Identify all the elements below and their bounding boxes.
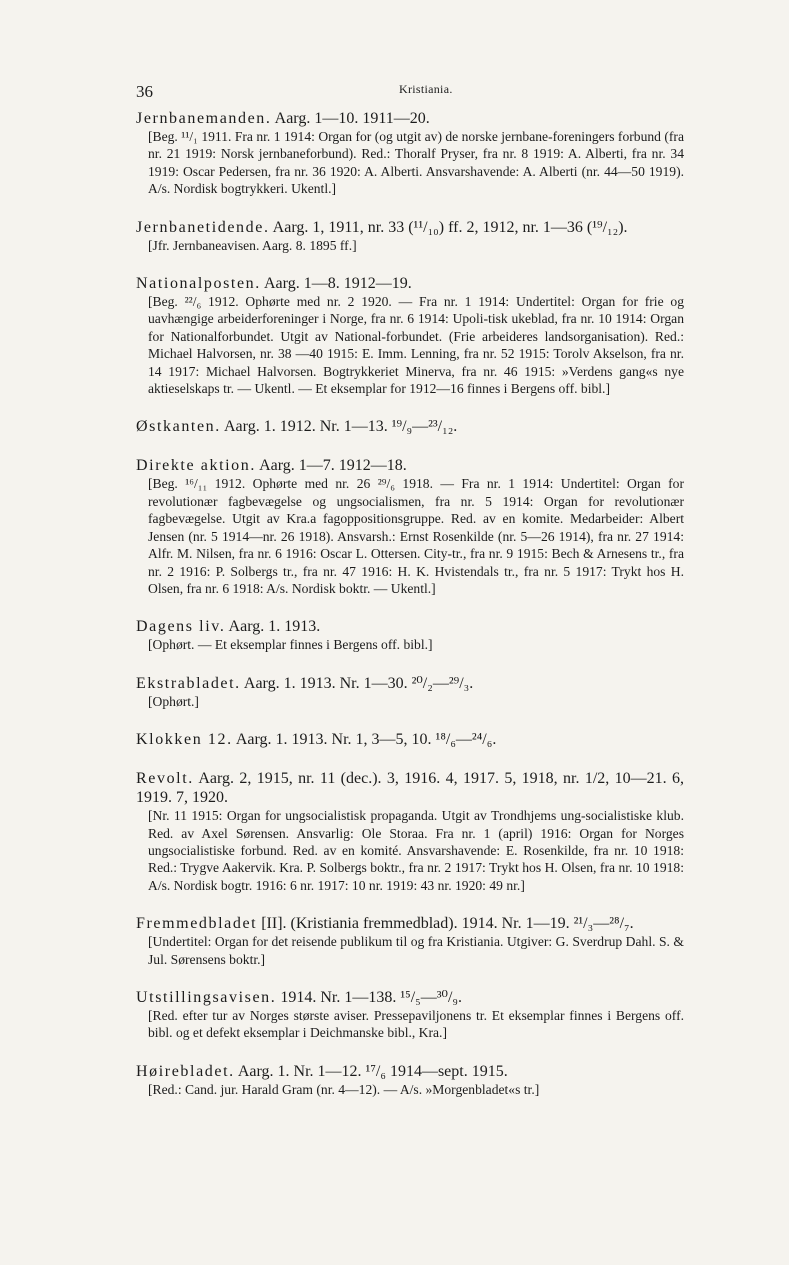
entry-holdings: Aarg. 1. 1913. Nr. 1—30. ²⁰/₂—²⁹/₃. — [240, 674, 474, 692]
entry-note: [Nr. 11 1915: Organ for ungsocialistisk propaganda. Utgit av Trondhjems ung-socialistiske klub. Red. av Axel Sørensen. Ansvarlig: Ole Storaa. Fra nr. 1 (april) 1916: Organ for Norges ungsocialistiske forbund. Red. av en komité. Ansvarshavende: E. Rosenkilde, fra nr. 10 1918: Red.: Trygve Aakervik. Kra. P. Solbergs boktr., fra nr. 2 1917: Trykt hos H. Olsen, fra nr. 10 1918: A/s. Nordisk bogtr. 1916: 6 nr. 1917: 10 nr. 1919: 43 nr. 1920: 49 nr.] — [148, 808, 684, 893]
running-title: Kristiania. — [399, 82, 453, 96]
entry-heading — [136, 988, 684, 1007]
entry-nationalposten — [136, 274, 684, 397]
entry-heading — [136, 914, 684, 933]
entry-heading — [136, 109, 684, 128]
entry-holdings: Aarg. 1—8. 1912—19. — [260, 275, 412, 293]
entry-holdings: [II]. (Kristiania fremmedblad). 1914. Nr. 1—19. ²¹/₃—²⁸/₇. — [257, 915, 634, 933]
entry-note: [Beg. ¹⁶/₁₁ 1912. Ophørte med nr. 26 ²⁹/₆ 1918. — Fra nr. 1 1914: Undertitel: Organ for revolutionær fagbevægelse og ungsocialismen, fra nr. 5 1914: Organ for revolutionær fagbevægelse. Utgit av Kra.a fagoppositionsgruppe. Red. av en komite. Medarbeider: Albert Jensen (nr. 5 1914—nr. 26 1918). Ansvarsh.: Ernst Rosenkilde (nr. 5—26 1914), fra nr. 27 1914: Alfr. M. Nilsen, fra nr. 6 1916: Oscar L. Ottersen. City-tr., fra nr. 9 1915: Bech & Arnesens tr., fra nr. 2 1916: P. Solbergs tr., fra nr. 47 1916: H. K. Hvistendals tr., fra nr. 5 1917: Trykt hos H. Olsen, fra nr. 6 1918: A/s. Nordisk boktr. — Ukentl.] — [148, 476, 684, 596]
entry-title: Ekstrabladet. — [136, 674, 241, 692]
entry-holdings: Aarg. 1. 1912. Nr. 1—13. ¹⁹/₉—²³/₁₂. — [220, 418, 458, 436]
page-number: 36 — [136, 82, 153, 101]
entry-holdings: Aarg. 1. Nr. 1—12. ¹⁷/₆ 1914—sept. 1915. — [234, 1062, 508, 1080]
entry-ostkanten — [136, 417, 684, 436]
entry-klokken-12 — [136, 730, 684, 749]
catalog-entries — [136, 109, 684, 1118]
entry-heading — [136, 456, 684, 475]
entry-heading — [136, 617, 684, 636]
entry-holdings: 1914. Nr. 1—138. ¹⁵/₅—³⁰/₉. — [276, 988, 462, 1006]
entry-title: Østkanten. — [136, 418, 221, 436]
entry-title: Revolt. — [136, 770, 194, 788]
entry-heading — [136, 769, 684, 807]
entry-fremmedbladet — [136, 914, 684, 968]
entry-note: [Beg. ¹¹/₁ 1911. Fra nr. 1 1914: Organ for (og utgit av) de norske jernbane-foreningers forbund (fra nr. 21 1919: Norsk jernbaneforbund). Red.: Thoralf Pryser, fra nr. 8 1919: A. Alberti, fra nr. 34 1919: Oscar Pedersen, fra nr. 36 1920: A. Alberti. Ansvarshavende: A. Alberti (nr. 44—50 1919). A/s. Nordisk bogtrykkeri. Ukentl.] — [148, 129, 684, 197]
entry-heading — [136, 1062, 684, 1081]
entry-heading — [136, 218, 684, 237]
entry-jernbanetidende — [136, 218, 684, 254]
entry-heading — [136, 274, 684, 293]
entry-holdings: Aarg. 1—10. 1911—20. — [271, 110, 430, 127]
entry-hoirebladet — [136, 1062, 684, 1098]
entry-holdings: Aarg. 1. 1913. Nr. 1, 3—5, 10. ¹⁸/₆—²⁴/₆. — [232, 731, 497, 749]
entry-title: Dagens liv. — [136, 618, 226, 636]
entry-direkte-aktion — [136, 456, 684, 597]
entry-title: Jernbanetidende. — [136, 218, 270, 236]
entry-title: Høirebladet. — [136, 1062, 235, 1080]
entry-dagens-liv — [136, 617, 684, 653]
entry-title: Direkte aktion. — [136, 457, 256, 475]
entry-revolt — [136, 769, 684, 894]
entry-note: [Red. efter tur av Norges største aviser. Pressepaviljonens tr. Et eksemplar finnes i Bergens off. bibl. og et defekt eksemplar i Deichmanske bibl., Kra.] — [148, 1007, 684, 1041]
entry-heading — [136, 417, 684, 436]
entry-note: [Jfr. Jernbaneavisen. Aarg. 8. 1895 ff.] — [148, 237, 357, 253]
entry-note: [Ophørt.] — [148, 693, 199, 709]
entry-holdings: Aarg. 1. 1913. — [225, 618, 321, 636]
entry-note: [Red.: Cand. jur. Harald Gram (nr. 4—12). — A/s. »Morgenbladet«s tr.] — [148, 1081, 540, 1097]
entry-utstillingsavisen — [136, 988, 684, 1042]
entry-title: Utstillingsavisen. — [136, 988, 277, 1006]
entry-title: Nationalposten. — [136, 275, 261, 293]
entry-holdings: Aarg. 2, 1915, nr. 11 (dec.). 3, 1916. 4, 1917. 5, 1918, nr. 1/2, 10—21. 6, 1919. 7, 1920. — [136, 770, 684, 807]
entry-note: [Beg. ²²/₆ 1912. Ophørte med nr. 2 1920. — Fra nr. 1 1914: Undertitel: Organ for frie og uavhængige arbeiderforeninger i Norge, fra nr. 6 1914: Upoli-tisk ukeblad, fra nr. 10 1914: Organ for Nationalforbundet. Utgit av National-forbundet. (Frie arbeideres landsorganisation). Red.: Michael Halvorsen, nr. 38 —40 1915: E. Imm. Lenning, fra nr. 52 1915: Torolv Akselson, fra nr. 14 1917: Michael Halvorsen. Bogtrykkeriet Minerva, fra nr. 46 1915: »Verdens gang«s nye aktieselskaps tr. — Ukentl. — Et eksemplar for 1912—16 finnes i Bergens off. bibl.] — [148, 294, 684, 397]
entry-title: Klokken 12. — [136, 731, 233, 749]
entry-note: [Undertitel: Organ for det reisende publikum til og fra Kristiania. Utgiver: G. Sverdrup Dahl. S. & Jul. Sørensens boktr.] — [148, 934, 684, 967]
entry-jernbanemanden — [136, 109, 684, 198]
entry-title: Jernbanemanden. — [136, 110, 272, 127]
entry-holdings: Aarg. 1—7. 1912—18. — [255, 457, 407, 475]
entry-holdings: Aarg. 1, 1911, nr. 33 (¹¹/₁₀) ff. 2, 1912, nr. 1—36 (¹⁹/₁₂). — [269, 218, 628, 236]
entry-title: Fremmedbladet — [136, 915, 258, 933]
entry-heading — [136, 730, 684, 749]
entry-ekstrabladet — [136, 674, 684, 710]
entry-heading — [136, 674, 684, 693]
entry-note: [Ophørt. — Et eksemplar finnes i Bergens off. bibl.] — [148, 637, 433, 653]
